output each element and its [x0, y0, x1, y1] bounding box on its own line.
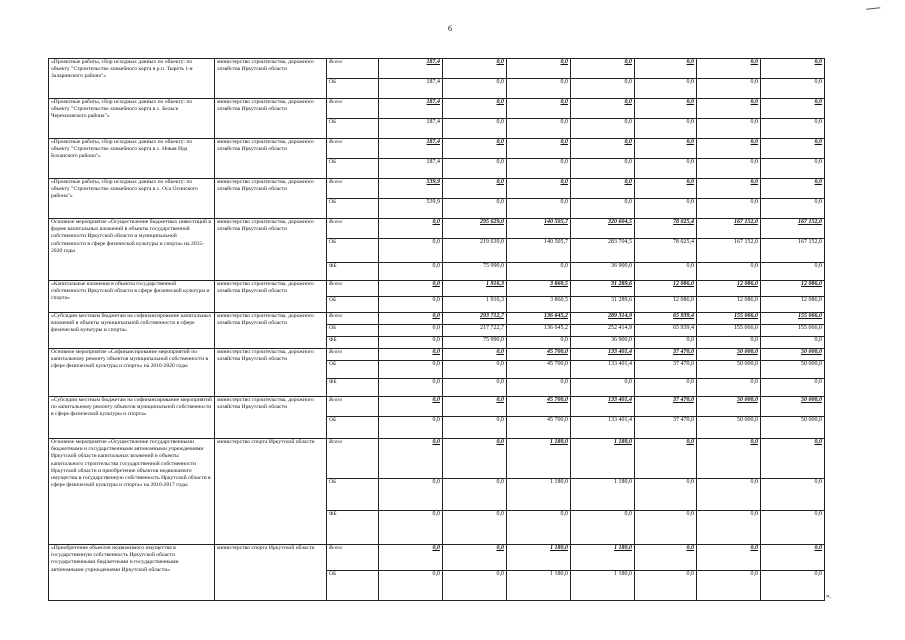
- amount-cell: 45 700,0: [507, 397, 571, 417]
- amount-cell: 12 086,0: [635, 297, 697, 313]
- amount-cell: 1 180,0: [507, 571, 571, 601]
- amount-cell: 12 086,0: [761, 281, 825, 297]
- amount-cell: 167 152,0: [697, 219, 761, 239]
- amount-cell: 0,0: [507, 263, 571, 281]
- amount-cell: 0,0: [443, 511, 507, 545]
- amount-cell: 0,0: [379, 361, 443, 379]
- funding-source: ОБ: [327, 159, 379, 179]
- measure-name: «Проектные работы, сбор исходных данных по объекту: по объекту "Строительство хоккейного корта в с. Новая Ида Боханского района"»: [49, 139, 215, 179]
- amount-cell: 0,0: [443, 479, 507, 511]
- amount-cell: 75 990,0: [443, 337, 507, 349]
- amount-cell: 0,0: [443, 397, 507, 417]
- amount-cell: 0,0: [761, 263, 825, 281]
- amount-cell: 0,0: [697, 571, 761, 601]
- funding-source: ОБ: [327, 297, 379, 313]
- executor-name: министерство спорта Иркутской области: [215, 545, 327, 601]
- amount-cell: 31 289,6: [571, 281, 635, 297]
- funding-source: ФБ: [327, 379, 379, 397]
- amount-cell: 252 414,9: [571, 325, 635, 337]
- funding-source: ОБ: [327, 119, 379, 139]
- amount-cell: 0,0: [571, 139, 635, 159]
- amount-cell: 0,0: [571, 379, 635, 397]
- funding-source: Всего: [327, 439, 379, 479]
- amount-cell: 0,0: [507, 179, 571, 199]
- table-row: [49, 313, 825, 325]
- funding-source: ОБ: [327, 479, 379, 511]
- amount-cell: 0,0: [443, 119, 507, 139]
- amount-cell: 187,4: [379, 139, 443, 159]
- amount-cell: 140 505,7: [507, 239, 571, 263]
- funding-source: ФБ: [327, 511, 379, 545]
- amount-cell: 0,0: [635, 79, 697, 99]
- amount-cell: 0,0: [761, 99, 825, 119]
- executor-name: министерство строительства, дорожного хозяйства Иркутской области: [215, 397, 327, 439]
- amount-cell: 0,0: [379, 325, 443, 337]
- amount-cell: 187,4: [379, 99, 443, 119]
- table-row: [49, 219, 825, 239]
- amount-cell: 155 066,0: [761, 325, 825, 337]
- table-row: [49, 59, 825, 79]
- amount-cell: 0,0: [443, 79, 507, 99]
- amount-cell: 36 900,0: [571, 263, 635, 281]
- amount-cell: 167 152,0: [761, 239, 825, 263]
- amount-cell: 0,0: [379, 417, 443, 439]
- amount-cell: 0,0: [507, 139, 571, 159]
- amount-cell: 1 180,0: [571, 439, 635, 479]
- amount-cell: 37 470,0: [635, 397, 697, 417]
- amount-cell: 0,0: [379, 239, 443, 263]
- amount-cell: 0,0: [761, 479, 825, 511]
- amount-cell: 0,0: [697, 179, 761, 199]
- amount-cell: 187,4: [379, 79, 443, 99]
- amount-cell: 0,0: [635, 199, 697, 219]
- amount-cell: 136 645,2: [507, 325, 571, 337]
- amount-cell: 133 401,4: [571, 349, 635, 361]
- measure-name: «Проектные работы, сбор исходных данных по объекту: по объекту "Строительство хоккейного корта в р.п. Тыреть 1-я Заларинского района"»: [49, 59, 215, 99]
- amount-cell: 0,0: [697, 99, 761, 119]
- amount-cell: 0,0: [443, 545, 507, 571]
- table-row: [49, 179, 825, 199]
- amount-cell: 133 401,4: [571, 361, 635, 379]
- amount-cell: 0,0: [761, 571, 825, 601]
- amount-cell: 0,0: [379, 379, 443, 397]
- amount-cell: 1 180,0: [571, 479, 635, 511]
- amount-cell: 12 086,0: [697, 281, 761, 297]
- amount-cell: 50 000,0: [697, 397, 761, 417]
- amount-cell: 0,0: [443, 379, 507, 397]
- executor-name: министерство строительства, дорожного хозяйства Иркутской области: [215, 313, 327, 349]
- amount-cell: 0,0: [697, 479, 761, 511]
- amount-cell: 0,0: [697, 199, 761, 219]
- amount-cell: 539,9: [379, 179, 443, 199]
- amount-cell: 0,0: [443, 417, 507, 439]
- amount-cell: 0,0: [507, 159, 571, 179]
- funding-source: ОБ: [327, 199, 379, 219]
- amount-cell: 0,0: [761, 545, 825, 571]
- executor-name: министерство спорта Иркутской области: [215, 439, 327, 545]
- amount-cell: 3 860,5: [507, 281, 571, 297]
- amount-cell: 1 180,0: [507, 479, 571, 511]
- amount-cell: 0,0: [571, 159, 635, 179]
- amount-cell: 0,0: [635, 263, 697, 281]
- table-row: [49, 439, 825, 479]
- table-row: [49, 349, 825, 361]
- funding-source: ОБ: [327, 571, 379, 601]
- measure-name: «Проектные работы, сбор исходных данных по объекту: по объекту "Строительство хоккейного корта в с. Бельск Черемховского района"»: [49, 99, 215, 139]
- amount-cell: 187,4: [379, 119, 443, 139]
- page-number: 6: [448, 24, 452, 33]
- amount-cell: 0,0: [635, 99, 697, 119]
- amount-cell: 0,0: [697, 545, 761, 571]
- amount-cell: 50 000,0: [761, 361, 825, 379]
- amount-cell: 50 000,0: [761, 397, 825, 417]
- amount-cell: 0,0: [761, 119, 825, 139]
- amount-cell: 0,0: [635, 511, 697, 545]
- measure-name: «Субсидии местным бюджетам на софинансирование капитальных вложений в объекты муниципальной собственности в сфере физической культуры и спорта»: [49, 313, 215, 349]
- amount-cell: 0,0: [571, 119, 635, 139]
- amount-cell: 1 180,0: [507, 439, 571, 479]
- amount-cell: 0,0: [635, 479, 697, 511]
- executor-name: министерство строительства, дорожного хозяйства Иркутской области: [215, 139, 327, 179]
- funding-source: Всего: [327, 397, 379, 417]
- amount-cell: 0,0: [571, 99, 635, 119]
- executor-name: министерство строительства, дорожного хозяйства Иркутской области: [215, 349, 327, 397]
- amount-cell: 0,0: [697, 159, 761, 179]
- amount-cell: 0,0: [379, 337, 443, 349]
- amount-cell: 155 066,0: [761, 313, 825, 325]
- amount-cell: 283 704,5: [571, 239, 635, 263]
- funding-source: Всего: [327, 545, 379, 571]
- amount-cell: 219 639,0: [443, 239, 507, 263]
- amount-cell: 133 401,4: [571, 417, 635, 439]
- amount-cell: 0,0: [507, 511, 571, 545]
- table-row: [49, 545, 825, 571]
- amount-cell: 0,0: [507, 337, 571, 349]
- amount-cell: 0,0: [571, 59, 635, 79]
- amount-cell: 1 916,3: [443, 297, 507, 313]
- amount-cell: 0,0: [635, 59, 697, 79]
- amount-cell: 12 086,0: [761, 297, 825, 313]
- amount-cell: 0,0: [443, 439, 507, 479]
- funding-source: ОБ: [327, 325, 379, 337]
- amount-cell: 0,0: [379, 479, 443, 511]
- amount-cell: 0,0: [635, 179, 697, 199]
- executor-name: министерство строительства, дорожного хозяйства Иркутской области: [215, 281, 327, 313]
- amount-cell: 0,0: [571, 79, 635, 99]
- amount-cell: 1 180,0: [507, 545, 571, 571]
- amount-cell: 295 629,0: [443, 219, 507, 239]
- amount-cell: 0,0: [635, 545, 697, 571]
- amount-cell: 0,0: [379, 281, 443, 297]
- measure-name: Основное мероприятие «Осуществление государственными бюджетными и государственными автономными учреждениями Иркутской области капитальных вложений в объекты капитального строительства государственной собственности Иркутской области и приобретение объектов недвижимого имущества в государственную собственность Иркутской области в сфере физической культуры и спорта» на 2016-2017 годы: [49, 439, 215, 545]
- amount-cell: 0,0: [761, 511, 825, 545]
- amount-cell: 45 700,0: [507, 417, 571, 439]
- funding-source: Всего: [327, 281, 379, 297]
- amount-cell: 0,0: [571, 179, 635, 199]
- amount-cell: 0,0: [443, 179, 507, 199]
- amount-cell: 289 314,9: [571, 313, 635, 325]
- amount-cell: 0,0: [571, 199, 635, 219]
- amount-cell: 0,0: [443, 571, 507, 601]
- amount-cell: 0,0: [379, 313, 443, 325]
- table-row: [49, 99, 825, 119]
- closing-mark: ».: [826, 592, 832, 600]
- amount-cell: 37 470,0: [635, 349, 697, 361]
- amount-cell: 0,0: [379, 511, 443, 545]
- amount-cell: 133 401,4: [571, 397, 635, 417]
- amount-cell: 0,0: [761, 79, 825, 99]
- amount-cell: 0,0: [761, 379, 825, 397]
- amount-cell: 0,0: [635, 337, 697, 349]
- amount-cell: 0,0: [443, 139, 507, 159]
- measure-name: Основное мероприятие «Осуществление бюджетных инвестиций в форме капитальных вложений в объекты государственной собственности Иркутской области и муниципальной собственности в сфере физической культуры и спорта» на 2015-2020 годы: [49, 219, 215, 281]
- amount-cell: 1 180,0: [571, 571, 635, 601]
- amount-cell: 45 700,0: [507, 361, 571, 379]
- amount-cell: 0,0: [697, 379, 761, 397]
- amount-cell: 1 916,3: [443, 281, 507, 297]
- executor-name: министерство строительства, дорожного хозяйства Иркутской области: [215, 219, 327, 281]
- funding-source: Всего: [327, 99, 379, 119]
- amount-cell: 45 700,0: [507, 349, 571, 361]
- amount-cell: 0,0: [635, 119, 697, 139]
- amount-cell: 0,0: [507, 59, 571, 79]
- amount-cell: 0,0: [507, 79, 571, 99]
- funding-source: Всего: [327, 139, 379, 159]
- executor-name: министерство строительства, дорожного хозяйства Иркутской области: [215, 59, 327, 99]
- amount-cell: 50 000,0: [697, 417, 761, 439]
- funding-source: ОБ: [327, 79, 379, 99]
- funding-source: Всего: [327, 313, 379, 325]
- funding-source: ФБ: [327, 337, 379, 349]
- amount-cell: 0,0: [443, 159, 507, 179]
- amount-cell: 167 152,0: [761, 219, 825, 239]
- measure-name: «Проектные работы, сбор исходных данных по объекту: по объекту "Строительство хоккейного корта в с. Оса Осинского района"»: [49, 179, 215, 219]
- amount-cell: 155 066,0: [697, 325, 761, 337]
- measure-name: «Приобретение объектов недвижимого имущества в государственную собственность Иркутской области государственными бюджетными и государственными автономными учреждениями Иркутской области»: [49, 545, 215, 601]
- measure-name: «Капитальные вложения в объекты государственной собственности Иркутской области в сфере физической культуры и спорта»: [49, 281, 215, 313]
- table-row: [49, 281, 825, 297]
- amount-cell: 0,0: [761, 199, 825, 219]
- amount-cell: 0,0: [635, 159, 697, 179]
- amount-cell: 167 152,0: [697, 239, 761, 263]
- amount-cell: 0,0: [379, 263, 443, 281]
- amount-cell: 0,0: [507, 379, 571, 397]
- amount-cell: 0,0: [443, 99, 507, 119]
- amount-cell: 0,0: [635, 439, 697, 479]
- amount-cell: 0,0: [635, 139, 697, 159]
- amount-cell: 78 025,4: [635, 219, 697, 239]
- funding-source: Всего: [327, 219, 379, 239]
- amount-cell: 0,0: [635, 571, 697, 601]
- amount-cell: 0,0: [379, 349, 443, 361]
- table-row: [49, 139, 825, 159]
- amount-cell: 0,0: [761, 159, 825, 179]
- amount-cell: 0,0: [379, 439, 443, 479]
- amount-cell: 0,0: [761, 439, 825, 479]
- amount-cell: 0,0: [443, 199, 507, 219]
- amount-cell: 155 066,0: [697, 313, 761, 325]
- corner-mark: [866, 1, 881, 9]
- funding-source: ФБ: [327, 263, 379, 281]
- amount-cell: 1 180,0: [571, 545, 635, 571]
- amount-cell: 0,0: [507, 119, 571, 139]
- amount-cell: 0,0: [443, 361, 507, 379]
- amount-cell: 0,0: [761, 59, 825, 79]
- amount-cell: 0,0: [761, 139, 825, 159]
- amount-cell: 539,9: [379, 199, 443, 219]
- amount-cell: 50 000,0: [761, 349, 825, 361]
- amount-cell: 0,0: [571, 511, 635, 545]
- amount-cell: 0,0: [379, 219, 443, 239]
- amount-cell: 0,0: [697, 337, 761, 349]
- amount-cell: 12 086,0: [635, 281, 697, 297]
- funding-source: ОБ: [327, 239, 379, 263]
- amount-cell: 187,4: [379, 59, 443, 79]
- amount-cell: 0,0: [697, 79, 761, 99]
- amount-cell: 0,0: [379, 297, 443, 313]
- funding-source: ОБ: [327, 417, 379, 439]
- executor-name: министерство строительства, дорожного хозяйства Иркутской области: [215, 179, 327, 219]
- amount-cell: 0,0: [697, 439, 761, 479]
- amount-cell: 0,0: [697, 511, 761, 545]
- amount-cell: 3 860,5: [507, 297, 571, 313]
- amount-cell: 0,0: [507, 199, 571, 219]
- amount-cell: 140 505,7: [507, 219, 571, 239]
- amount-cell: 136 645,2: [507, 313, 571, 325]
- amount-cell: 187,4: [379, 159, 443, 179]
- amount-cell: 65 939,4: [635, 313, 697, 325]
- amount-cell: 0,0: [635, 379, 697, 397]
- amount-cell: 36 900,0: [571, 337, 635, 349]
- amount-cell: 320 604,5: [571, 219, 635, 239]
- amount-cell: 75 990,0: [443, 263, 507, 281]
- amount-cell: 0,0: [379, 545, 443, 571]
- amount-cell: 0,0: [507, 99, 571, 119]
- amount-cell: 0,0: [697, 263, 761, 281]
- amount-cell: 0,0: [443, 59, 507, 79]
- amount-cell: 0,0: [761, 337, 825, 349]
- funding-source: Всего: [327, 349, 379, 361]
- amount-cell: 0,0: [697, 119, 761, 139]
- amount-cell: 50 000,0: [697, 349, 761, 361]
- amount-cell: 0,0: [697, 139, 761, 159]
- amount-cell: 0,0: [379, 571, 443, 601]
- amount-cell: 78 025,4: [635, 239, 697, 263]
- amount-cell: 12 086,0: [697, 297, 761, 313]
- amount-cell: 293 712,7: [443, 313, 507, 325]
- amount-cell: 0,0: [761, 179, 825, 199]
- measure-name: «Субсидии местным бюджетам на софинансирование мероприятий по капитальному ремонту объектов муниципальной собственности в сфере физической культуры и спорта»: [49, 397, 215, 439]
- table-row: [49, 397, 825, 417]
- amount-cell: 65 939,4: [635, 325, 697, 337]
- amount-cell: 37 470,0: [635, 361, 697, 379]
- measure-name: Основное мероприятие «Софинансирование мероприятий по капитальному ремонту объектов муниципальной собственности в сфере физической культуры и спорта» на 2016-2020 годы: [49, 349, 215, 397]
- executor-name: министерство строительства, дорожного хозяйства Иркутской области: [215, 99, 327, 139]
- amount-cell: 0,0: [379, 397, 443, 417]
- amount-cell: 50 000,0: [761, 417, 825, 439]
- amount-cell: 0,0: [697, 59, 761, 79]
- budget-table: [48, 58, 825, 601]
- funding-source: Всего: [327, 59, 379, 79]
- funding-source: Всего: [327, 179, 379, 199]
- amount-cell: 37 470,0: [635, 417, 697, 439]
- amount-cell: 217 722,7: [443, 325, 507, 337]
- amount-cell: 0,0: [443, 349, 507, 361]
- amount-cell: 31 289,6: [571, 297, 635, 313]
- amount-cell: 50 000,0: [697, 361, 761, 379]
- funding-source: ОБ: [327, 361, 379, 379]
